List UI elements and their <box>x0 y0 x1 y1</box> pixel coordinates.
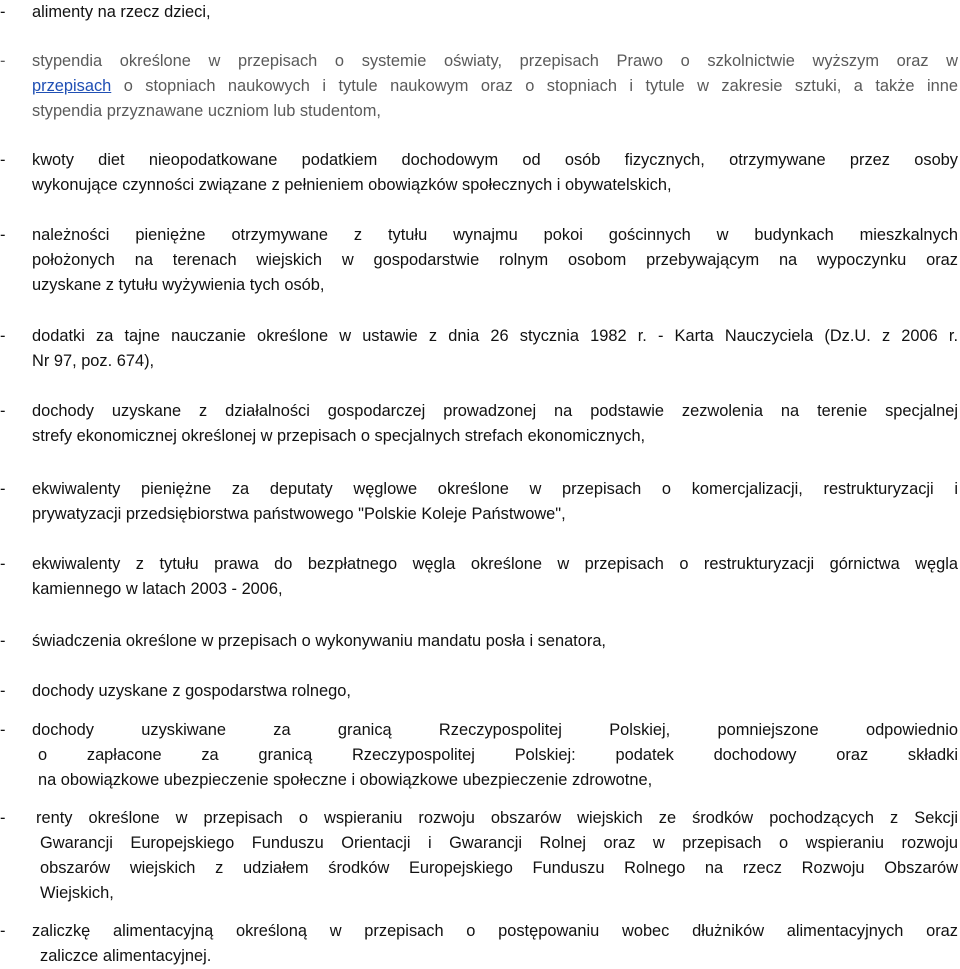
list-item-line: zaliczce alimentacyjnej. <box>40 947 212 965</box>
list-item-line: ekwiwalenty z tytułu prawa do bezpłatnego węgla określone w przepisach o restrukturyzacji górnictwa węgla <box>32 555 958 573</box>
list-dash: - <box>0 226 6 244</box>
list-item-line: Wiejskich, <box>40 884 114 902</box>
list-item-text: o stopniach naukowych i tytule naukowym oraz o stopniach i tytule w zakresie sztuki, a także inne <box>111 77 958 95</box>
list-dash: - <box>0 480 6 498</box>
list-item-line: prywatyzacji przedsiębiorstwa państwowego "Polskie Koleje Państwowe", <box>32 505 566 523</box>
list-item-line: zaliczkę alimentacyjną określoną w przepisach o postępowaniu wobec dłużników alimentacyjnych oraz <box>32 922 958 940</box>
list-dash: - <box>0 809 6 827</box>
list-item-line: obszarów wiejskich z udziałem środków Europejskiego Funduszu Rolnego na rzecz Rozwoju Obszarów <box>40 859 958 877</box>
list-item-line: wykonujące czynności związane z pełnieniem obowiązków społecznych i obywatelskich, <box>32 176 672 194</box>
list-dash: - <box>0 922 6 940</box>
list-item-line: uzyskane z tytułu wyżywienia tych osób, <box>32 276 325 294</box>
list-item-line: kamiennego w latach 2003 - 2006, <box>32 580 283 598</box>
list-dash: - <box>0 402 6 420</box>
list-item-line: dochody uzyskane z gospodarstwa rolnego, <box>32 682 351 700</box>
list-item-line: strefy ekonomicznej określonej w przepisach o specjalnych strefach ekonomicznych, <box>32 427 646 445</box>
list-item-line: na obowiązkowe ubezpieczenie społeczne i obowiązkowe ubezpieczenie zdrowotne, <box>38 771 653 789</box>
list-dash: - <box>0 3 6 21</box>
list-item-line: dodatki za tajne nauczanie określone w ustawie z dnia 26 stycznia 1982 r. - Karta Nauczyciela (Dz.U. z 2006 r. <box>32 327 958 345</box>
list-dash: - <box>0 721 6 739</box>
list-dash: - <box>0 682 6 700</box>
list-item-line <box>32 74 958 99</box>
list-item-line: kwoty diet nieopodatkowane podatkiem dochodowym od osób fizycznych, otrzymywane przez osoby <box>32 151 958 169</box>
list-item-line: alimenty na rzecz dzieci, <box>32 3 211 21</box>
list-dash: - <box>0 52 6 70</box>
list-dash: - <box>0 327 6 345</box>
list-item-line: należności pieniężne otrzymywane z tytułu wynajmu pokoi gościnnych w budynkach mieszkalnych <box>32 226 958 244</box>
list-item-line: renty określone w przepisach o wspieraniu rozwoju obszarów wiejskich ze środków pochodzących z Sekcji <box>36 809 958 827</box>
list-item-line: Gwarancji Europejskiego Funduszu Orientacji i Gwarancji Rolnej oraz w przepisach o wspieraniu rozwoju <box>40 834 958 852</box>
list-item-line: stypendia przyznawane uczniom lub studentom, <box>32 102 381 120</box>
list-dash: - <box>0 151 6 169</box>
list-item-line: Nr 97, poz. 674), <box>32 352 155 370</box>
list-dash: - <box>0 632 6 650</box>
list-item-line: dochody uzyskiwane za granicą Rzeczypospolitej Polskiej, pomniejszone odpowiednio <box>32 721 958 739</box>
list-item-line: położonych na terenach wiejskich w gospodarstwie rolnym osobom przebywającym na wypoczynku oraz <box>32 251 958 269</box>
list-item-line: świadczenia określone w przepisach o wykonywaniu mandatu posła i senatora, <box>32 632 606 650</box>
przepisach-link[interactable]: przepisach <box>32 77 112 95</box>
list-dash: - <box>0 555 6 573</box>
list-item-line: dochody uzyskane z działalności gospodarczej prowadzonej na podstawie zezwolenia na terenie specjalnej <box>32 402 958 420</box>
list-item-line: stypendia określone w przepisach o systemie oświaty, przepisach Prawo o szkolnictwie wyższym oraz w <box>32 52 958 70</box>
list-item-line: o zapłacone za granicą Rzeczypospolitej Polskiej: podatek dochodowy oraz składki <box>38 746 958 764</box>
list-item-line: ekwiwalenty pieniężne za deputaty węglowe określone w przepisach o komercjalizacji, restrukturyzacji i <box>32 480 958 498</box>
